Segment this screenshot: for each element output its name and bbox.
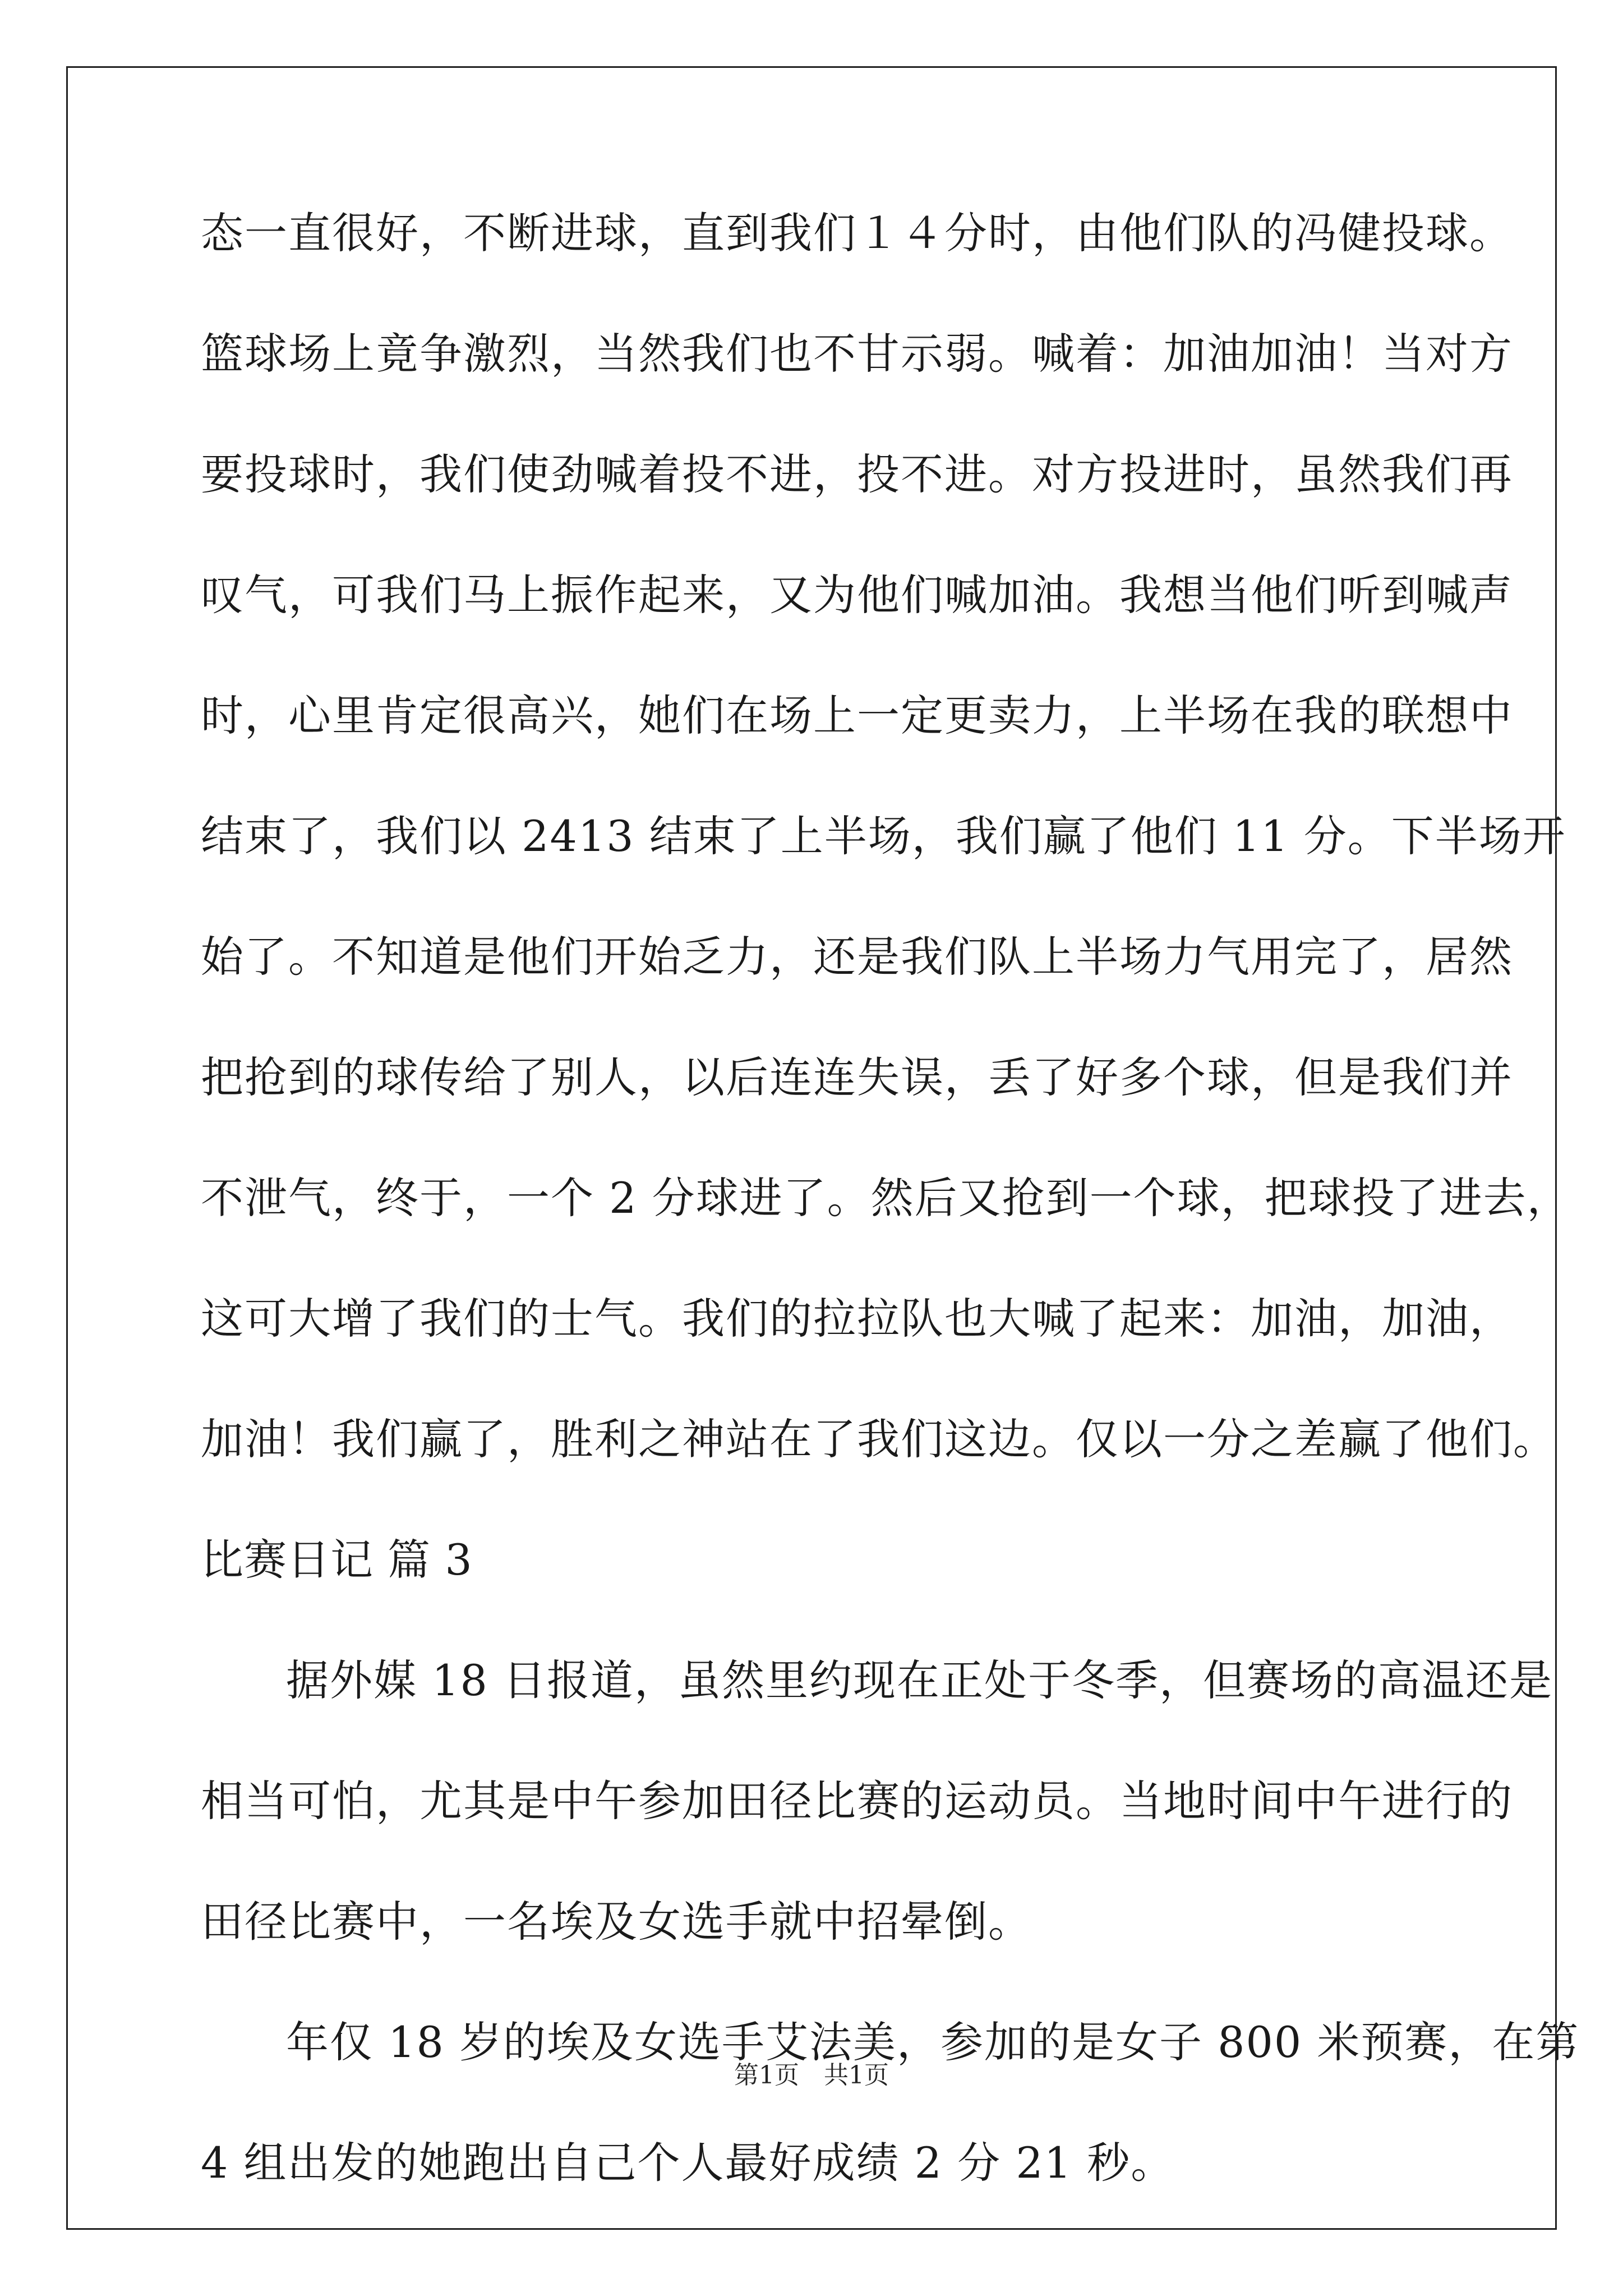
text-line: 要投球时，我们使劲喊着投不进，投不进。对方投进时，虽然我们再 (201, 449, 1513, 499)
text-line: 相当可怕，尤其是中午参加田径比赛的运动员。当地时间中午进行的 (201, 1776, 1513, 1826)
text-line: 态一直很好，不断进球，直到我们１４分时，由他们队的冯健投球。 (201, 208, 1513, 258)
text-line: 不泄气，终于，一个 2 分球进了。然后又抢到一个球，把球投了进去， (201, 1173, 1571, 1223)
page-number-footer: 第1页 共1页 (734, 2061, 889, 2090)
text-line: 田径比赛中，一名埃及女选手就中招晕倒。 (201, 1897, 1032, 1947)
text-line: 4 组出发的她跑出自己个人最好成绩 2 分 21 秒。 (201, 2138, 1175, 2188)
text-line: 这可大增了我们的士气。我们的拉拉队也大喊了起来：加油，加油， (201, 1294, 1513, 1343)
text-line: 时，心里肯定很高兴，她们在场上一定更卖力，上半场在我的联想中 (201, 691, 1513, 740)
document-body (201, 203, 1580, 2253)
text-line: 年仅 18 岁的埃及女选手艾法美，参加的是女子 800 米预赛，在第 (286, 2017, 1580, 2067)
text-line: 把抢到的球传给了别人，以后连连失误，丢了好多个球，但是我们并 (201, 1052, 1513, 1102)
text-line: 加油！我们赢了，胜利之神站在了我们这边。仅以一分之差赢了他们。 (201, 1414, 1557, 1464)
text-line: 篮球场上竟争激烈，当然我们也不甘示弱。喊着：加油加油！当对方 (201, 329, 1513, 379)
text-line: 结束了，我们以 2413 结束了上半场，我们赢了他们 11 分。下半场开 (201, 811, 1566, 861)
section-heading: 比赛日记 篇 3 (201, 1535, 473, 1585)
text-line: 叹气，可我们马上振作起来，又为他们喊加油。我想当他们听到喊声 (201, 570, 1513, 620)
text-line: 据外媒 18 日报道，虽然里约现在正处于冬季，但赛场的高温还是 (286, 1655, 1553, 1705)
text-line: 始了。不知道是他们开始乏力，还是我们队上半场力气用完了，居然 (201, 932, 1513, 982)
